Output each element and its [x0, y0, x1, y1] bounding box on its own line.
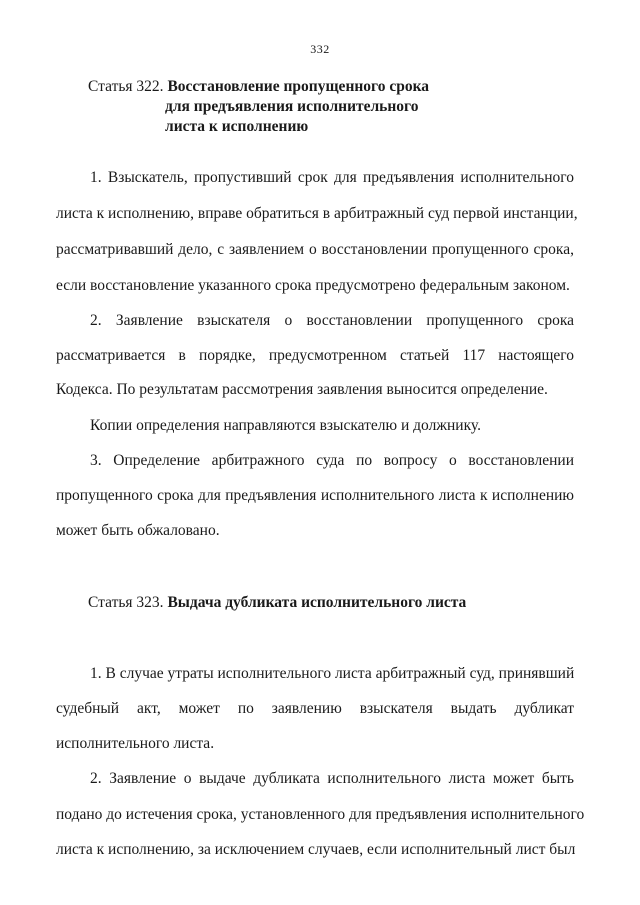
article-322-title-line-3: листа к исполнению — [165, 118, 309, 135]
article-323-number: Статья 323. — [88, 594, 164, 611]
article-322-line-8: Копии определения направляются взыскателю и должнику. — [90, 417, 481, 434]
article-322-line-9: 3. Определение арбитражного суда по вопросу о восстановлении — [90, 452, 574, 469]
article-323-line-1: 1. В случае утраты исполнительного листа арбитражный суд, принявший — [90, 665, 575, 682]
article-322-line-3: рассматривавший дело, с заявлением о восстановлении пропущенного срока, — [56, 241, 574, 258]
article-322-heading — [88, 77, 588, 137]
article-322-line-11: может быть обжаловано. — [56, 522, 220, 539]
page-number: 332 — [310, 42, 330, 56]
article-323-line-3: исполнительного листа. — [56, 735, 215, 752]
article-322-number: Статья 322. — [88, 78, 164, 95]
article-323-line-2: судебный акт, может по заявлению взыскателя выдать дубликат — [56, 700, 574, 717]
article-322-line-6: рассматривается в порядке, предусмотренном статьей 117 настоящего — [56, 347, 574, 364]
article-323-line-4: 2. Заявление о выдаче дубликата исполнительного листа может быть — [90, 770, 574, 787]
article-322-line-1: 1. Взыскатель, пропустивший срок для предъявления исполнительного — [90, 169, 574, 186]
article-322-line-7: Кодекса. По результатам рассмотрения заявления выносится определение. — [56, 381, 548, 398]
article-322-line-4: если восстановление указанного срока предусмотрено федеральным законом. — [56, 277, 570, 294]
article-322-line-2: листа к исполнению, вправе обратиться в арбитражный суд первой инстанции, — [56, 205, 578, 222]
article-322-title-line-1: Восстановление пропущенного срока — [167, 78, 430, 95]
article-323-heading — [88, 593, 588, 613]
article-323-line-5: подано до истечения срока, установленного для предъявления исполнительного — [56, 806, 585, 823]
article-323-line-6: листа к исполнению, за исключением случаев, если исполнительный лист был — [56, 841, 576, 858]
article-323-title: Выдача дубликата исполнительного листа — [167, 594, 467, 611]
article-322-line-10: пропущенного срока для предъявления исполнительного листа к исполнению — [56, 487, 574, 504]
article-322-line-5: 2. Заявление взыскателя о восстановлении пропущенного срока — [90, 312, 574, 329]
article-322-title-line-2: для предъявления исполнительного — [165, 98, 419, 115]
